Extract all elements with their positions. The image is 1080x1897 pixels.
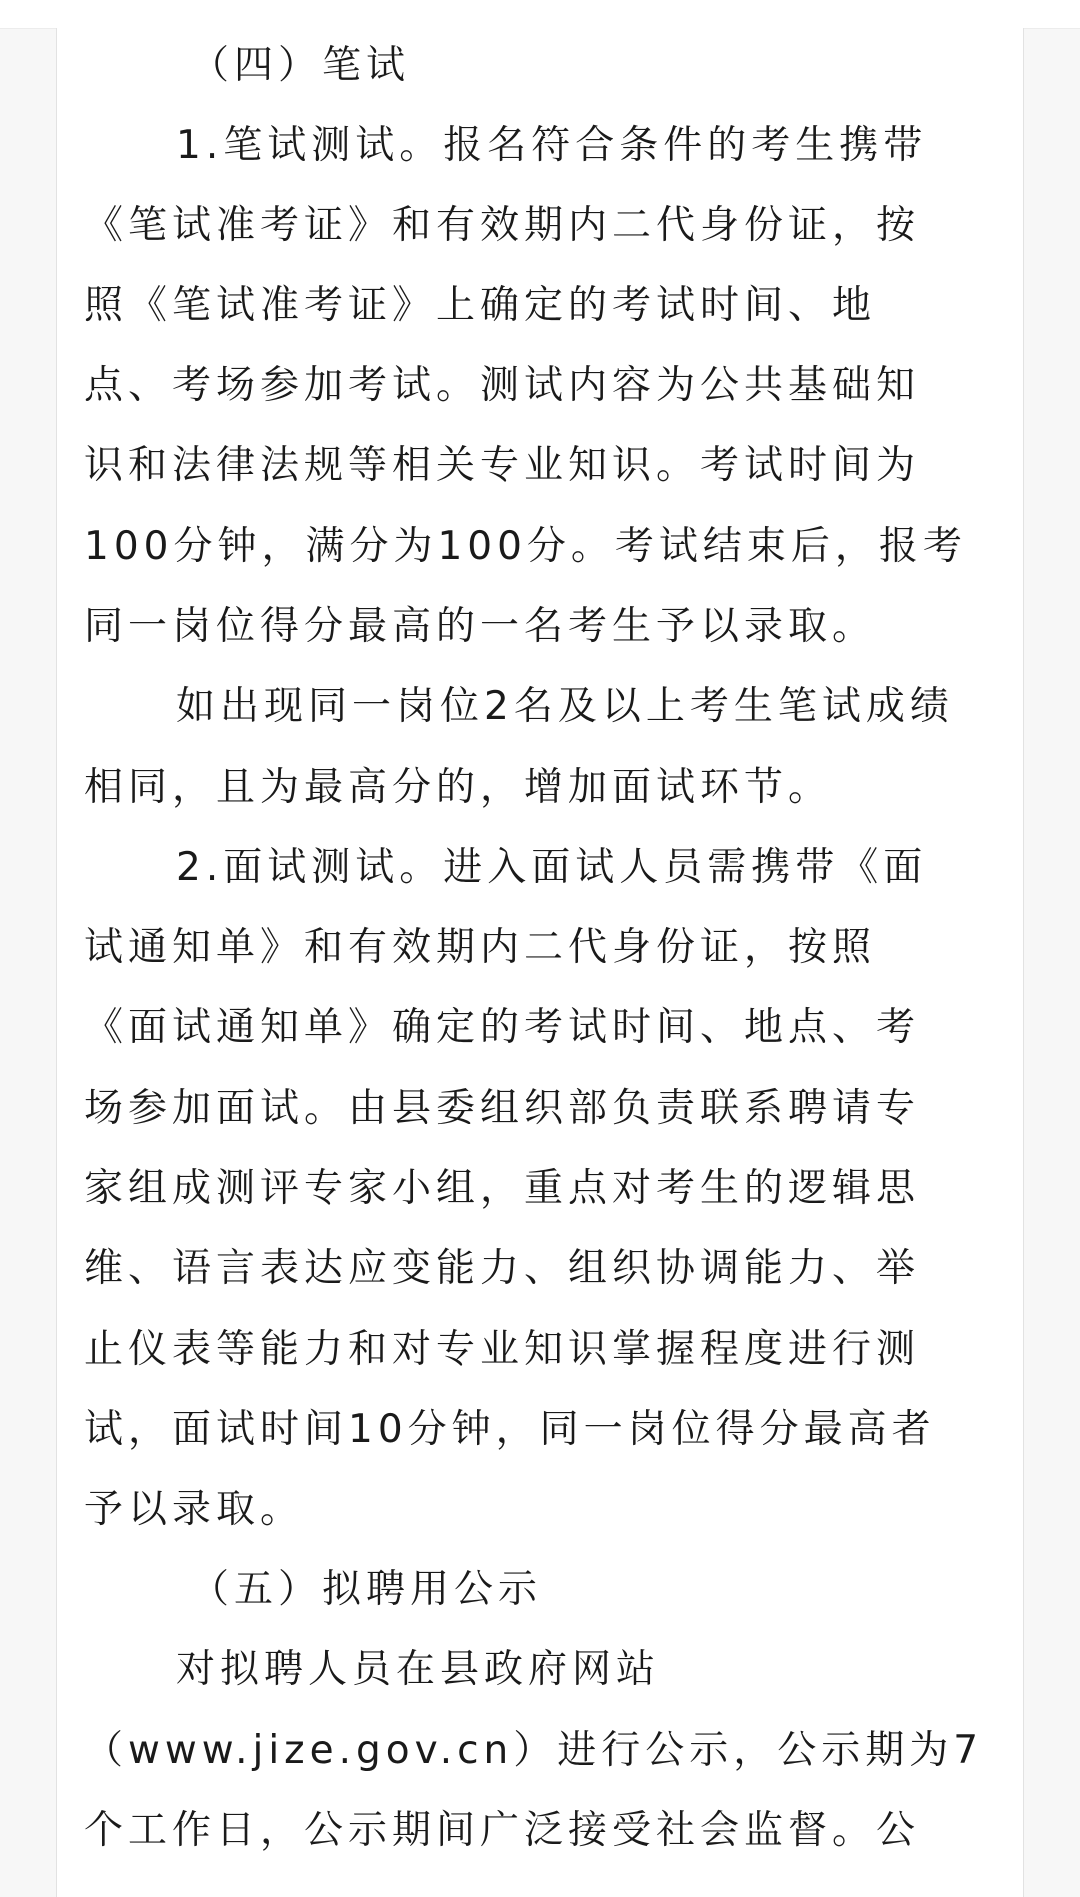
section-heading-written-exam: （四）笔试: [190, 43, 411, 88]
paragraph-line: 试，面试时间10分钟，同一岗位得分最高者: [84, 1407, 936, 1452]
top-bar: [0, 0, 1080, 29]
paragraph-line: 1.笔试测试。报名符合条件的考生携带: [176, 123, 928, 168]
paragraph-line: 《笔试准考证》和有效期内二代身份证，按: [84, 203, 921, 248]
paragraph-line: 同一岗位得分最高的一名考生予以录取。: [84, 604, 877, 649]
paragraph-line: 试通知单》和有效期内二代身份证，按照: [84, 925, 877, 970]
paragraph-line: 止仪表等能力和对专业知识掌握程度进行测: [84, 1327, 921, 1372]
paragraph-line: 个工作日，公示期间广泛接受社会监督。公: [84, 1808, 921, 1853]
paragraph-line: 场参加面试。由县委组织部负责联系聘请专: [84, 1086, 921, 1131]
paragraph-line: 如出现同一岗位2名及以上考生笔试成绩: [176, 684, 954, 729]
paragraph-line: 维、语言表达应变能力、组织协调能力、举: [84, 1246, 921, 1291]
paragraph-line: 100分钟，满分为100分。考试结束后，报考: [84, 524, 967, 569]
paragraph-line: 家组成测评专家小组，重点对考生的逻辑思: [84, 1166, 921, 1211]
paragraph-line: 予以录取。: [84, 1487, 305, 1532]
paragraph-line: 对拟聘人员在县政府网站: [176, 1647, 661, 1692]
paragraph-line: 点、考场参加考试。测试内容为公共基础知: [84, 363, 921, 408]
paragraph-line: 2.面试测试。进入面试人员需携带《面: [176, 845, 928, 890]
section-heading-publicity: （五）拟聘用公示: [190, 1567, 543, 1612]
paragraph-line: 照《笔试准考证》上确定的考试时间、地: [84, 283, 877, 328]
paragraph-line: （www.jize.gov.cn）进行公示，公示期为7: [84, 1728, 984, 1773]
paragraph-line: 相同，且为最高分的，增加面试环节。: [84, 765, 833, 810]
paragraph-line: 识和法律法规等相关专业知识。考试时间为: [84, 443, 921, 488]
paragraph-line: 《面试通知单》确定的考试时间、地点、考: [84, 1005, 921, 1050]
